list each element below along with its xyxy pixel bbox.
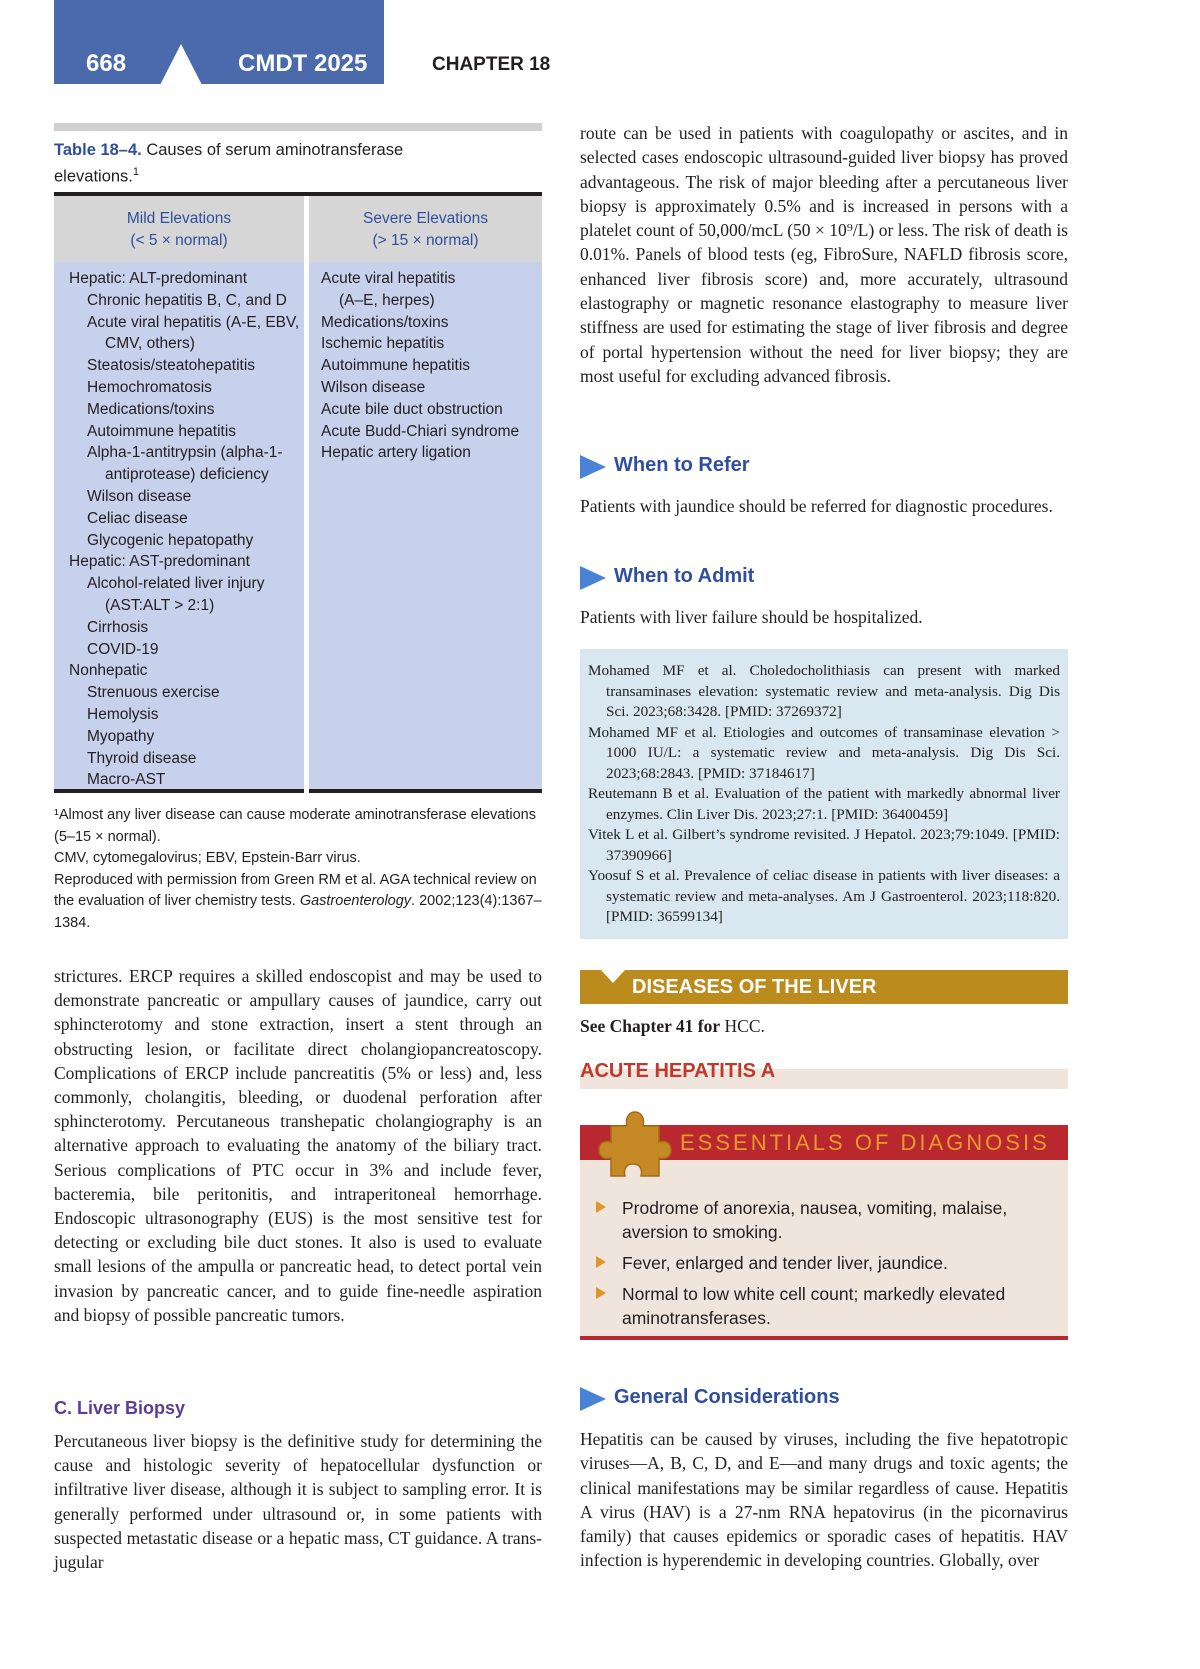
blue-triangle-arrow-icon [580,566,606,590]
footnote-2: CMV, cytomegalovirus; EBV, Epstein-Barr virus. [54,850,361,866]
table-top-rule [54,123,542,131]
blue-triangle-arrow-icon [580,1387,606,1411]
severe-elevation-row: Acute Budd-Chiari syndrome [321,422,520,440]
reference-item: Mohamed MF et al. Choledocholithiasis can present with marked transaminases elevation: systematic review and meta-analysis. Dig Dis Sci. 2023;68:3428. [PMID: 37269372] [588,662,1060,720]
essentials-item [594,1196,1062,1244]
when-to-admit-label: When to Admit [614,565,755,587]
orange-triangle-bullet-icon [596,1287,606,1299]
table-caption [54,139,542,188]
when-to-admit-text: Patients with liver failure should be hospitalized. [580,607,923,627]
footnote-3-text: Reproduced with permission from Green RM et al. AGA technical review on the evaluation of liver chemistry tests. [54,871,537,909]
right-body-paragraph-1: route can be used in patients with coagulopathy or ascites, and in selected cases endoscopic ultrasound-guided liver biopsy has proved advantageous. The risk of major bleeding after a percutaneous liver biopsy is approximately 0.5% and is increased in persons with a platelet count of 50,000/mcL (50 × 10⁹/L) or less. The risk of death is 0.01%. Panels of blood tests (eg, FibroSure, NAFLD fibrosis score, enhanced liver fibrosis score) and, more accurately, ultrasound elastography or magnetic resonance elastography to measure liver stiffness are used for estimating the stage of liver fibrosis and degree of portal hypertension without the need for liver biopsy; they are most useful for excluding advanced fibrosis. [580,123,1068,386]
mild-elevation-row: Nonhepatic [69,662,148,680]
blue-triangle-arrow-icon [580,455,606,479]
essentials-item-text: Prodrome of anorexia, nausea, vomiting, malaise, aversion to smoking. [622,1198,1008,1242]
mild-elevation-row: Hemochromatosis [87,378,212,396]
severe-elevations-list [321,268,539,464]
severe-elevation-row: (A–E, herpes) [339,291,435,309]
mild-elevation-row: antiprotease) deficiency [105,466,269,484]
mild-elevation-row: Hepatic: AST-predominant [69,553,250,571]
mild-elevation-row: Alcohol-related liver injury [87,575,265,593]
mild-elevation-row: Cirrhosis [87,618,149,636]
mild-elevation-row: CMV, others) [105,335,195,353]
severe-elevations-header [309,208,542,252]
footnote-3 [54,870,542,935]
liver-biopsy-heading: C. Liver Biopsy [54,1398,186,1418]
mild-elevation-row: Thyroid disease [87,749,197,767]
book-title: CMDT 2025 [238,50,368,77]
footnote-3-citation: . 2002;123(4):1367–1384. [54,893,542,931]
when-to-refer-text: Patients with jaundice should be referred for diagnostic procedures. [580,496,1053,516]
mild-header-line1: Mild Elevations [126,210,232,227]
see-chapter-note [580,1016,765,1037]
table-title-line1: Causes of serum aminotransferase [146,141,404,159]
essentials-title: ESSENTIALS OF DIAGNOSIS [680,1130,1050,1155]
orange-triangle-bullet-icon [596,1201,606,1213]
essentials-item [594,1282,1062,1330]
mild-elevation-row: Hemolysis [87,705,159,723]
severe-elevation-row: Wilson disease [321,378,426,396]
left-body-paragraph-2: Percutaneous liver biopsy is the definitive study for determining the cause and histologic severity of hepatocellular dysfunction or infiltrative liver disease, although it is subject to sampling error. It is generally performed under ultrasound or, in some patients with suspected metastatic disease or a hepatic mass, CT guidance. A trans-jugular [54,1431,542,1573]
essentials-list [594,1196,1062,1337]
severe-header-line1: Severe Elevations [363,210,488,227]
mild-elevation-row: Hepatic: ALT-predominant [69,270,248,287]
mild-elevation-row: Strenuous exercise [87,684,220,702]
general-considerations-label: General Considerations [614,1386,840,1408]
chapter-label: CHAPTER 18 [432,54,551,75]
mild-elevation-row: Autoimmune hepatitis [87,422,237,440]
table-title-line2: elevations. [54,167,133,186]
diseases-banner-title: DISEASES OF THE LIVER [632,976,877,998]
references-box [580,649,1068,939]
severe-elevation-row: Ischemic hepatitis [321,335,445,353]
hepatitis-a-heading: ACUTE HEPATITIS A [580,1060,776,1082]
see-chapter-bold: See Chapter 41 for [580,1016,721,1036]
mild-elevation-row: Alpha-1-antitrypsin (alpha-1- [87,444,283,462]
severe-elevation-row: Hepatic artery ligation [321,444,471,462]
table-number: Table 18–4. [54,141,142,159]
table-title-footnote-mark: 1 [132,166,140,178]
severe-elevation-row: Acute bile duct obstruction [321,400,503,418]
general-considerations-text: Hepatitis can be caused by viruses, including the five hepatotropic viruses—A, B, C, D, and E—and many drugs and toxic agents; the clinical manifestations may be similar regardless of cause. Hepatitis A virus (HAV) is a 27-nm RNA hepatovirus (in the picornavirus family) that causes epidemics or sporadic cases of hepatitis. HAV infection is hyperendemic in developing countries. Globally, over [580,1429,1068,1571]
reference-item: Vitek L et al. Gilbert’s syndrome revisited. J Hepatol. 2023;79:1049. [PMID: 37390966] [588,826,1060,864]
mild-elevation-row: Glycogenic hepatopathy [87,531,254,549]
reference-item: Mohamed MF et al. Etiologies and outcomes of transaminase elevation > 1000 IU/L: a systematic review and meta-analysis. Dig Dis Sci. 2023;68:2843. [PMID: 37184617] [588,723,1060,782]
mild-elevation-row: Myopathy [87,727,155,745]
when-to-refer-label: When to Refer [614,454,750,476]
mild-elevations-list [69,268,304,791]
see-chapter-rest: HCC. [720,1016,765,1036]
orange-triangle-bullet-icon [596,1256,606,1268]
table-footnotes [54,805,542,934]
severe-elevation-row: Autoimmune hepatitis [321,357,471,375]
mild-elevation-row: Chronic hepatitis B, C, and D [87,291,287,309]
mild-elevation-row: (AST:ALT > 2:1) [105,596,215,614]
table-column-divider [304,196,309,793]
mild-elevation-row: Steatosis/steatohepatitis [87,357,256,375]
header-notch [160,44,202,85]
mild-elevation-row: Medications/toxins [87,400,215,418]
mild-elevations-header [54,208,304,252]
reference-item: Yoosuf S et al. Prevalence of celiac disease in patients with liver diseases: a systematic review and meta-analyses. Am J Gastroenterol. 2023;118:820. [PMID: 36599134] [588,867,1060,925]
essentials-item-text: Normal to low white cell count; markedly elevated aminotransferases. [622,1284,1006,1328]
mild-elevation-row: COVID-19 [87,640,159,658]
severe-elevation-row: Medications/toxins [321,313,449,331]
mild-elevation-row: Acute viral hepatitis (A-E, EBV, [87,313,300,331]
page-number: 668 [86,50,127,77]
mild-elevation-row: Wilson disease [87,487,192,505]
reference-item: Reutemann B et al. Evaluation of the patient with markedly abnormal liver enzymes. Clin Liver Dis. 2023;27:1. [PMID: 36400459] [588,785,1060,823]
footnote-3-journal: Gastroenterology [299,893,412,909]
severe-elevation-row: Acute viral hepatitis [321,270,456,287]
footnote-1: ¹Almost any liver disease can cause moderate aminotransferase elevations (5–15 × normal). [54,807,536,845]
severe-header-line2: (> 15 × normal) [372,232,479,249]
left-body-paragraph-1: strictures. ERCP requires a skilled endoscopist and may be used to demonstrate pancreatic or ampullary causes of jaundice, carry out sphincterotomy and stone extraction, insert a stent through an obstructing lesion, or facilitate direct cholangiopancreatoscopy. Complications of ERCP include pancreatitis (5% or less) and, less commonly, cholangitis, bleeding, or duodenal perforation after sphincterotomy. Percutaneous transhepatic cholangiography is an alternative approach to evaluating the anatomy of the biliary tract. Serious complications of PTC occur in 3% and include fever, bacteremia, bile peritonitis, and intraperitoneal hemorrhage. Endoscopic ultrasonography (EUS) is the most sensitive test for detecting or excluding bile duct stones. It also is used to evaluate small lesions of the ampulla or pancreatic head, to detect portal vein invasion by pancreatic cancer, and to guide fine-needle aspiration and biopsy of possible pancreatic tumors. [54,966,542,1325]
essentials-item [594,1251,1062,1275]
mild-header-line2: (< 5 × normal) [130,232,228,249]
diseases-banner-notch [601,970,625,983]
aminotransferase-table [54,192,542,793]
mild-elevation-row: Celiac disease [87,509,188,527]
puzzle-piece-icon [589,1106,673,1190]
mild-elevation-row: Macro-AST [87,771,166,789]
essentials-item-text: Fever, enlarged and tender liver, jaundice. [622,1253,948,1273]
